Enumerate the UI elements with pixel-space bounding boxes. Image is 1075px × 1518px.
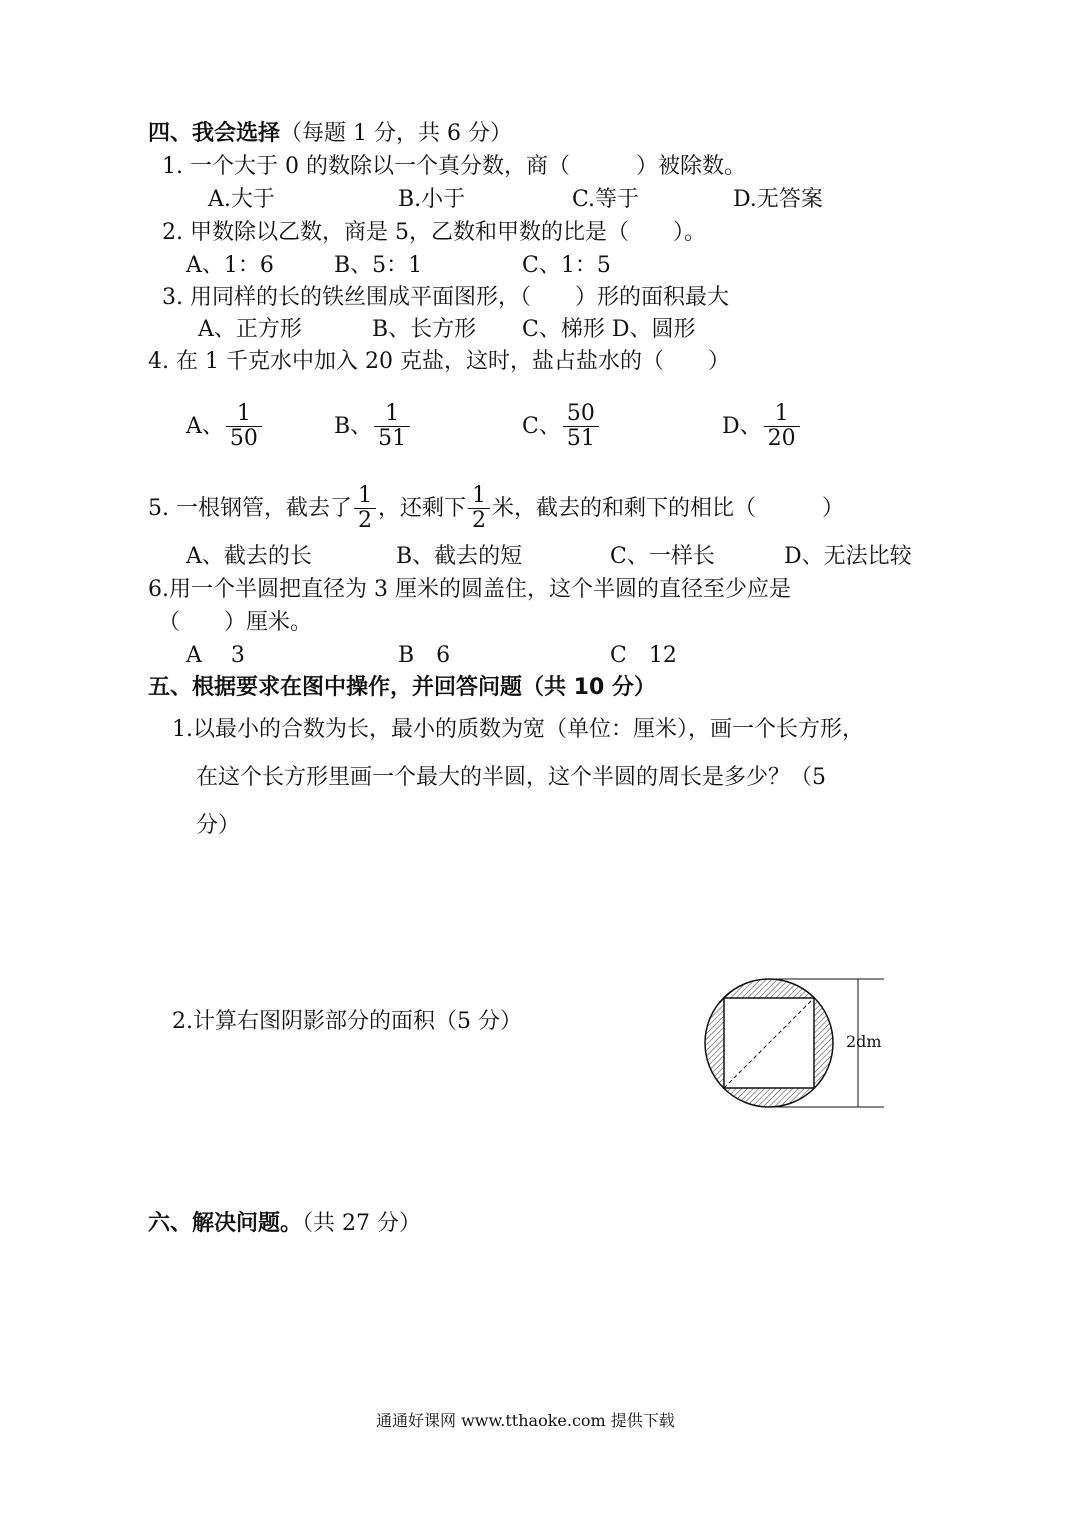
section4-title: 四、我会选择 bbox=[148, 121, 281, 146]
q2-option-c: C、1：5 bbox=[522, 253, 611, 278]
q5-fraction2-denominator: 2 bbox=[472, 508, 486, 533]
q5-part3: 米，截去的和剩下的相比（ ） bbox=[492, 495, 845, 521]
q4-option-c bbox=[522, 402, 601, 451]
q6-option-c: C 12 bbox=[610, 643, 677, 668]
q4-option-a bbox=[186, 402, 264, 451]
q5-fraction1 bbox=[354, 484, 376, 533]
q4-option-c-numerator: 50 bbox=[566, 401, 595, 426]
q1-text: 1. 一个大于 0 的数除以一个真分数，商（ ）被除数。 bbox=[162, 154, 746, 179]
q4-option-d-numerator: 1 bbox=[774, 401, 789, 426]
q1-option-b: B.小于 bbox=[398, 187, 466, 212]
q2-option-a: A、1：6 bbox=[186, 253, 274, 278]
section6-heading bbox=[148, 1210, 421, 1238]
figure-dimension-label: 2dm bbox=[846, 1032, 882, 1051]
q4-option-c-fraction bbox=[563, 402, 599, 451]
q2-option-b: B、5：1 bbox=[334, 253, 423, 278]
q4-option-d-denominator: 20 bbox=[767, 426, 796, 451]
q4-option-a-label: A、 bbox=[186, 413, 224, 439]
q4-option-b-numerator: 1 bbox=[385, 401, 400, 426]
q3-text: 3. 用同样的长的铁丝围成平面图形，（ ）形的面积最大 bbox=[162, 285, 729, 310]
q5-fraction1-numerator: 1 bbox=[357, 483, 372, 508]
q4-option-c-denominator: 51 bbox=[566, 426, 595, 451]
q5-option-c: C、一样长 bbox=[610, 544, 715, 569]
q5-fraction1-denominator: 2 bbox=[357, 508, 372, 533]
s5-q1-line1: 1.以最小的合数为长，最小的质数为宽（单位：厘米），画一个长方形， bbox=[172, 717, 864, 742]
q3-option-a: A、正方形 bbox=[198, 317, 302, 342]
q2-text: 2. 甲数除以乙数，商是 5，乙数和甲数的比是（ ）。 bbox=[162, 220, 706, 245]
q6-line2: （ ）厘米。 bbox=[158, 610, 313, 635]
q3-option-c: C、梯形 D、圆形 bbox=[522, 317, 696, 342]
q1-option-d: D.无答案 bbox=[733, 187, 823, 212]
q4-option-d-label: D、 bbox=[722, 413, 762, 439]
q5-fraction2-numerator: 1 bbox=[472, 483, 486, 508]
q5-fraction2 bbox=[468, 484, 490, 533]
q4-option-d bbox=[722, 402, 802, 451]
q4-option-b-fraction bbox=[374, 402, 410, 451]
q4-option-b-label: B、 bbox=[334, 413, 373, 439]
q4-option-a-numerator: 1 bbox=[236, 401, 251, 426]
q6-option-a: A 3 bbox=[186, 643, 245, 668]
q4-option-b bbox=[334, 402, 412, 451]
q5-option-b: B、截去的短 bbox=[396, 544, 523, 569]
q5-option-a: A、截去的长 bbox=[186, 544, 312, 569]
q1-option-a: A.大于 bbox=[208, 187, 275, 212]
section5-title: 五、根据要求在图中操作，并回答问题（共 10 分） bbox=[148, 675, 656, 700]
section6-note: （共 27 分） bbox=[302, 1211, 421, 1236]
q4-option-c-label: C、 bbox=[522, 413, 561, 439]
q5-part2: ，还剩下 bbox=[377, 495, 466, 521]
q6-line1: 6.用一个半圆把直径为 3 厘米的圆盖住，这个半圆的直径至少应是 bbox=[148, 577, 791, 602]
section4-note: （每题 1 分，共 6 分） bbox=[280, 121, 512, 146]
section4-heading bbox=[148, 120, 512, 148]
q5-part1: 5. 一根钢管，截去了 bbox=[148, 495, 352, 521]
q1-option-c: C.等于 bbox=[572, 187, 640, 212]
section6-title: 六、解决问题。 bbox=[148, 1211, 303, 1236]
page-footer: 通通好课网 www.tthaoke.com 提供下载 bbox=[376, 1411, 675, 1430]
q6-option-b: B 6 bbox=[398, 643, 451, 668]
q3-option-b: B、长方形 bbox=[372, 317, 477, 342]
q4-option-a-fraction bbox=[226, 402, 262, 451]
q4-text: 4. 在 1 千克水中加入 20 克盐，这时，盐占盐水的（ ） bbox=[148, 349, 730, 374]
q5-option-d: D、无法比较 bbox=[784, 544, 912, 569]
s5-q1-line3: 分） bbox=[196, 813, 241, 838]
s5-q2-text: 2.计算右图阴影部分的面积（5 分） bbox=[172, 1009, 522, 1034]
s5-q1-line2: 在这个长方形里画一个最大的半圆，这个半圆的周长是多少？（5 bbox=[196, 765, 826, 790]
q4-option-d-fraction bbox=[764, 402, 800, 451]
q4-option-b-denominator: 51 bbox=[378, 426, 407, 451]
q5-text bbox=[148, 484, 844, 533]
q4-option-a-denominator: 50 bbox=[229, 426, 258, 451]
